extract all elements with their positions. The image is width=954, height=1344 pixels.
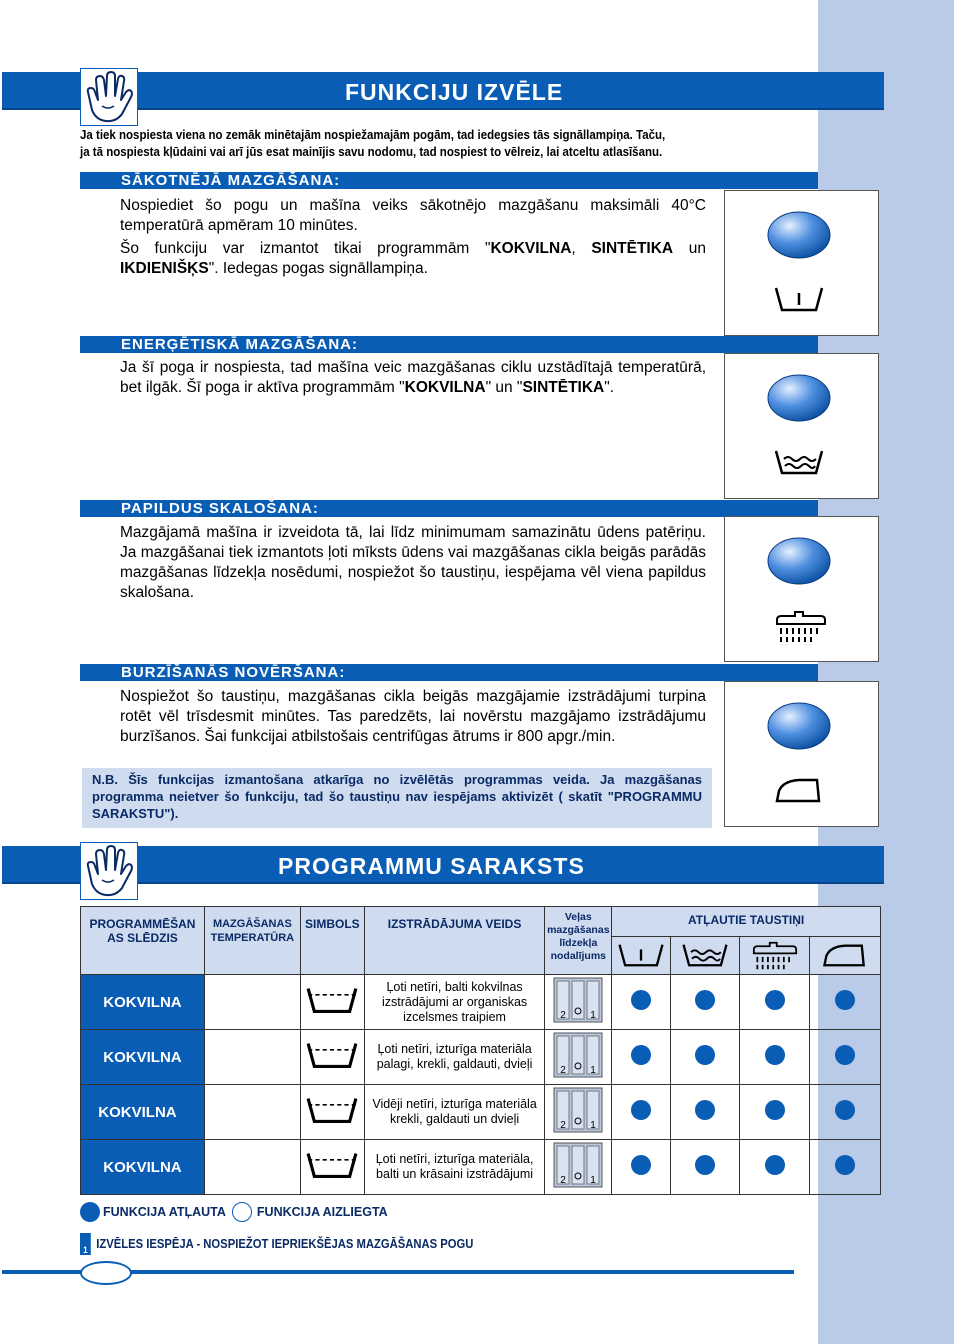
empty-circle-icon bbox=[232, 1202, 252, 1222]
allowed-dot bbox=[765, 1155, 785, 1175]
allowed-dot bbox=[695, 990, 715, 1010]
detergent-drawer-icon bbox=[545, 1030, 612, 1085]
section-banner-programs bbox=[2, 846, 884, 884]
intensive-wash-icon bbox=[773, 447, 825, 477]
option-marker: 1 bbox=[80, 1233, 91, 1255]
intensive-paragraph: Ja šī poga ir nospiesta, tad mašīna veic mazgāšanas ciklu uzstādītajā temperatūrā, bet ilgāk. Šī poga ir aktīva programmām "KOKVILNA" un "SINTĒTIKA". bbox=[120, 359, 706, 396]
program-temperature bbox=[204, 1085, 300, 1140]
prewash-paragraph-1: Nospiediet šo pogu un mašīna veiks sākotnējo mazgāšanu maksimāli 40°C temperatūrā apmēram 10 minūtes. bbox=[120, 197, 706, 234]
drawer-label-right: 1 bbox=[590, 1064, 597, 1076]
allowed-dot bbox=[765, 1100, 785, 1120]
program-temperature bbox=[204, 975, 300, 1030]
detergent-drawer-icon bbox=[545, 1140, 612, 1195]
col-header-temperature: MAZGĀŠANAS TEMPERATŪRA bbox=[204, 907, 300, 975]
table-row bbox=[81, 1085, 881, 1140]
col-header-detergent: Veļas mazgāšanas līdzekļa nodalījums bbox=[545, 907, 612, 975]
hand-icon-2 bbox=[80, 842, 138, 900]
drawer-label-right: 1 bbox=[590, 1119, 597, 1131]
page-title: FUNKCIJU IZVĒLE bbox=[345, 79, 564, 105]
hand-icon bbox=[80, 68, 138, 126]
prewash-paragraph-2: Šo funkciju var izmantot tikai programmām "KOKVILNA, SINTĒTIKA un IKDIENIŠĶS". Iedegas pogas signāllampiņa. bbox=[120, 240, 706, 277]
detergent-drawer-icon bbox=[545, 1085, 612, 1140]
allowed-dot bbox=[835, 990, 855, 1010]
allowed-dot bbox=[835, 1100, 855, 1120]
section-text-intensive bbox=[120, 358, 706, 399]
program-table bbox=[80, 906, 881, 1195]
drawer-label-left: 2 bbox=[560, 1064, 567, 1076]
col-icon-rinse bbox=[740, 937, 810, 975]
drawer-label-left: 2 bbox=[560, 1119, 567, 1131]
allowed-dot bbox=[695, 1155, 715, 1175]
allowed-dot bbox=[765, 990, 785, 1010]
allowed-dot bbox=[631, 1155, 651, 1175]
program-description: Ļoti netīri, izturīga materiāla, balti un krāsaini izstrādājumi bbox=[364, 1140, 545, 1195]
program-symbol-icon bbox=[300, 975, 364, 1030]
legend-allowed: FUNKCIJA ATĻAUTA bbox=[103, 1205, 226, 1219]
rinse-paragraph: Mazgājamā mašīna ir izveidota tā, lai līdz minimumam samazinātu ūdens patēriņu. Ja mazgāšanai tiek izmantots ļoti mīksts ūdens vai mazgāšanas cikla beigās parādās mazgāšanas līdzekļa nosēdumi, nospiežot šo taustiņu, iespējama vēl viena papildus skalošana. bbox=[120, 524, 706, 601]
program-description: Ļoti netīri, balti kokvilnas izstrādājumi ar organiskas izcelsmes traipiem bbox=[364, 975, 545, 1030]
allowed-dot bbox=[631, 990, 651, 1010]
col-header-symbol: SIMBOLS bbox=[300, 907, 364, 975]
anticrease-button-panel bbox=[724, 681, 879, 827]
section-banner-functions bbox=[2, 72, 884, 110]
allowed-dot bbox=[631, 1100, 651, 1120]
prewash-basin-icon bbox=[773, 284, 825, 314]
program-name: KOKVILNA bbox=[81, 1140, 205, 1195]
program-description: Ļoti netīri, izturīga materiāla palagi, krekli, galdauti, dvieļi bbox=[364, 1030, 545, 1085]
table-row bbox=[81, 1140, 881, 1195]
rinse-button-panel bbox=[724, 516, 879, 662]
anticrease-paragraph: Nospiežot šo taustiņu, mazgāšanas cikla beigās mazgājamie izstrādājumi turpina rotēt vēl trīsdesmit minūtes. Tas paredzēts, lai novērstu mazgājamo izstrādājumu burzīšanos. Šai funkcijai atbilstošais centrifūgas ātrums ir 800 apgr./min. bbox=[120, 688, 706, 745]
nb-note: N.B. Šīs funkcijas izmantošana atkarīga no izvēlētās programmas veida. Ja mazgāšanas programma neietver šo funkciju, tad šo taustiņu nav iespējams aktivizēt ( skatīt "PROGRAMMU SARAKSTU"). bbox=[82, 768, 712, 828]
page-number-oval bbox=[80, 1261, 132, 1285]
table-row bbox=[81, 1030, 881, 1085]
section-heading-prewash: SĀKOTNĒJĀ MAZGĀŠANA: bbox=[80, 172, 818, 189]
legend-option-row bbox=[80, 1233, 473, 1255]
allowed-dot bbox=[835, 1155, 855, 1175]
col-header-allowed: ATĻAUTIE TAUSTIŅI bbox=[612, 907, 881, 937]
drawer-label-right: 1 bbox=[590, 1009, 597, 1021]
table-row bbox=[81, 975, 881, 1030]
col-header-program: PROGRAMMĒŠAN AS SLĒDZIS bbox=[81, 907, 205, 975]
program-temperature bbox=[204, 1030, 300, 1085]
legend-row bbox=[80, 1202, 388, 1222]
drawer-label-right: 1 bbox=[590, 1174, 597, 1186]
section-heading-anticrease: BURZĪŠANĀS NOVĒRŠANA: bbox=[80, 664, 818, 681]
allowed-dot bbox=[835, 1045, 855, 1065]
section-heading-intensive: ENERĢĒTISKĀ MAZGĀŠANA: bbox=[80, 336, 818, 353]
extra-rinse-button[interactable] bbox=[767, 537, 831, 585]
program-name: KOKVILNA bbox=[81, 975, 205, 1030]
program-temperature bbox=[204, 1140, 300, 1195]
intro-line-1: Ja tiek nospiesta viena no zemāk minētajām nospiežamajām pogām, tad iedegsies tās signāllampiņa. Taču, bbox=[80, 128, 666, 142]
programs-title: PROGRAMMU SARAKSTS bbox=[278, 853, 585, 879]
allowed-dot bbox=[695, 1045, 715, 1065]
program-name: KOKVILNA bbox=[81, 1030, 205, 1085]
allowed-dot bbox=[765, 1045, 785, 1065]
intensive-button-panel bbox=[724, 353, 879, 499]
program-description: Vidēji netīri, izturīga materiāla krekli, galdauti un dvieļi bbox=[364, 1085, 545, 1140]
col-icon-intensive bbox=[671, 937, 740, 975]
col-icon-anticrease bbox=[810, 937, 881, 975]
drawer-label-left: 2 bbox=[560, 1174, 567, 1186]
program-name: KOKVILNA bbox=[81, 1085, 205, 1140]
program-symbol-icon bbox=[300, 1085, 364, 1140]
intensive-button[interactable] bbox=[767, 374, 831, 422]
filled-circle-icon bbox=[80, 1202, 100, 1222]
section-text-rinse bbox=[120, 523, 706, 604]
intro-line-2: ja tā nospiesta kļūdaini vai arī jūs esat mainījis savu nodomu, tad nospiest to vēlreiz, lai atceltu atlasīšanu. bbox=[80, 145, 663, 159]
anticrease-button[interactable] bbox=[767, 702, 831, 750]
col-icon-prewash bbox=[612, 937, 671, 975]
easy-iron-icon bbox=[773, 775, 825, 805]
prewash-button[interactable] bbox=[767, 211, 831, 259]
extra-rinse-icon bbox=[773, 610, 829, 644]
prewash-button-panel bbox=[724, 190, 879, 336]
col-header-type: IZSTRĀDĀJUMA VEIDS bbox=[364, 907, 545, 975]
program-symbol-icon bbox=[300, 1030, 364, 1085]
detergent-drawer-icon bbox=[545, 975, 612, 1030]
program-symbol-icon bbox=[300, 1140, 364, 1195]
intro-text bbox=[80, 127, 807, 161]
legend-forbidden: FUNKCIJA AIZLIEGTA bbox=[256, 1205, 388, 1219]
section-text-anticrease bbox=[120, 687, 706, 748]
allowed-dot bbox=[695, 1100, 715, 1120]
section-text-prewash bbox=[120, 196, 706, 280]
section-heading-rinse: PAPILDUS SKALOŠANA: bbox=[80, 500, 818, 517]
drawer-label-left: 2 bbox=[560, 1009, 567, 1021]
allowed-dot bbox=[631, 1045, 651, 1065]
legend-option: IZVĒLES IESPĒJA - NOSPIEŽOT IEPRIEKŠĒJAS MAZGĀŠANAS POGU bbox=[96, 1237, 474, 1251]
